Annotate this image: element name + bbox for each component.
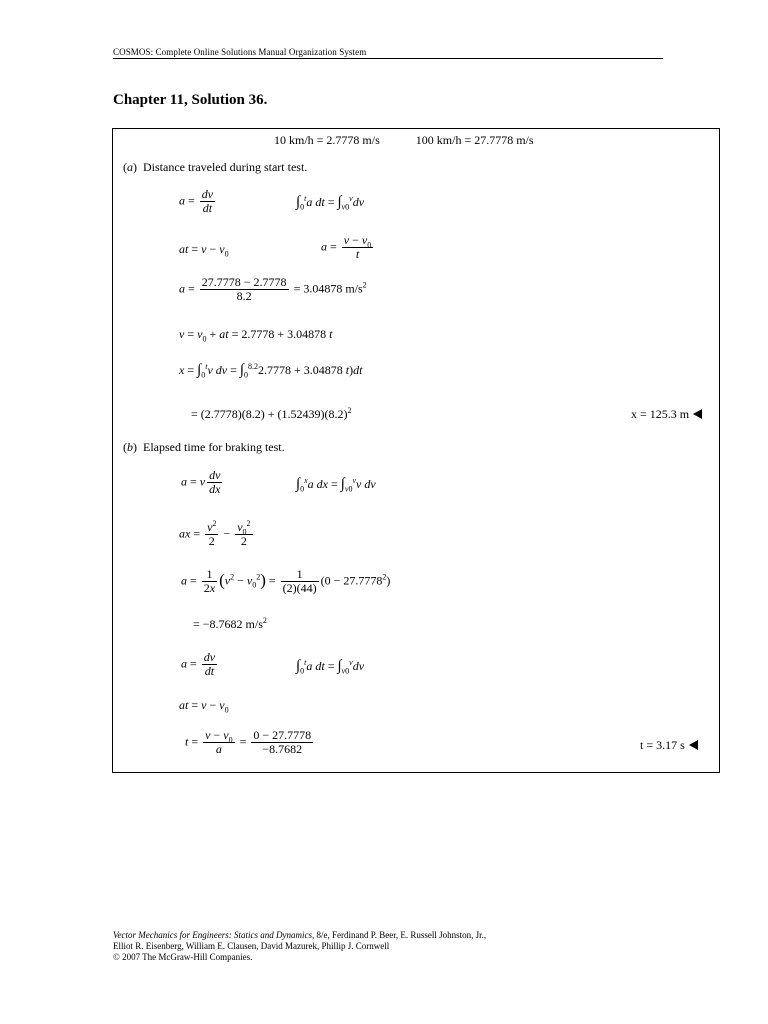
conv-100: 100 km/h = 27.7778 m/s <box>415 133 534 147</box>
footer-authors: Elliot R. Eisenberg, William E. Clausen, David Mazurek, Phillip J. Cornwell <box>113 941 390 951</box>
part-a-text: Distance traveled during start test. <box>143 160 308 174</box>
chapter-title: Chapter 11, Solution 36. <box>113 92 268 108</box>
eq-at: at = $v - v_0$ <box>179 242 229 259</box>
eq-int-adx: $\int_0^xa$ dx = $\int_{v0}^vv$ dv <box>296 476 376 494</box>
answer-marker-icon <box>689 740 698 750</box>
answer-marker-icon <box>693 409 702 419</box>
footer-copyright: © 2007 The McGraw-Hill Companies. <box>113 952 253 962</box>
part-a-label: a <box>127 160 133 174</box>
eq-a-result: = −8.7682 $m/s^2$ <box>193 616 267 631</box>
book-title: Vector Mechanics for Engineers: Statics and Dynamics <box>113 930 312 940</box>
part-b-label: b <box>127 440 133 454</box>
answer-t: t = 3.17 s <box>640 738 698 752</box>
eq-int-adt-2: $\int_0^ta$ dt = $\int_{v0}^vdv$ <box>296 658 365 676</box>
eq-t: t = $\frac{v - v_0}{a}$ = $\frac{0 - 27.7778}{-8.7682}$ <box>185 728 312 756</box>
part-a-heading: (a) Distance traveled during start test. <box>123 160 308 174</box>
footer <box>113 930 486 963</box>
eq-a-numeric: a = $\frac{27.7778 - 2.7778}{8.2}$ = 3.04878 $m/s^2$ <box>179 275 367 303</box>
eq-int-adt: $\int_0^ta$ dt = $\int_{v0}^vdv$ <box>296 194 365 212</box>
eq-at-2: at = $v - v_0$ <box>179 698 229 715</box>
eq-ax: ax = $\frac{v^2}{2}$ − $\frac{v_0^2}{2}$ <box>179 519 251 548</box>
solution-box <box>112 128 720 773</box>
unit-conversion <box>274 133 534 147</box>
part-b-text: Elapsed time for braking test. <box>143 440 285 454</box>
running-header: COSMOS: Complete Online Solutions Manual Organization System <box>113 47 663 59</box>
eq-a-v-v0-t: a = $\frac{v - v_0}{t}$ <box>321 233 372 261</box>
footer-line-1 <box>113 930 486 941</box>
answer-x: x = 125.3 m <box>631 407 702 421</box>
eq-x-expansion: = $(2.7778)(8.2) + (1.52439)(8.2)^2$ <box>191 406 352 421</box>
eq-a-braking: a = $\frac{1}{2x}$ $(v^2 - v_0^2)$ = $\frac{1}{(2)(44)}$ $(0 - 27.7778^2)$ <box>181 567 391 595</box>
eq-a-dvdt: a = $\frac{dv}{dt}$ <box>179 187 214 215</box>
eq-x-integral: $x = \int_0^tv$ dv = $\int_0^{8.2}2.7778 + 3.04878$ t)dt <box>179 362 363 380</box>
eq-v: $v = v_0$ + at = 2.7778 + 3.04878 t <box>179 327 333 344</box>
conv-10: 10 km/h = 2.7778 m/s <box>274 133 380 147</box>
eq-a-vdvdx: a = v $\frac{dv}{dx}$ <box>181 468 221 496</box>
eq-a-dvdt-2: a = $\frac{dv}{dt}$ <box>181 650 216 678</box>
part-b-heading: (b) Elapsed time for braking test. <box>123 440 285 454</box>
book-edition: , 8/e, Ferdinand P. Beer, E. Russell Johnston, Jr., <box>311 930 487 940</box>
